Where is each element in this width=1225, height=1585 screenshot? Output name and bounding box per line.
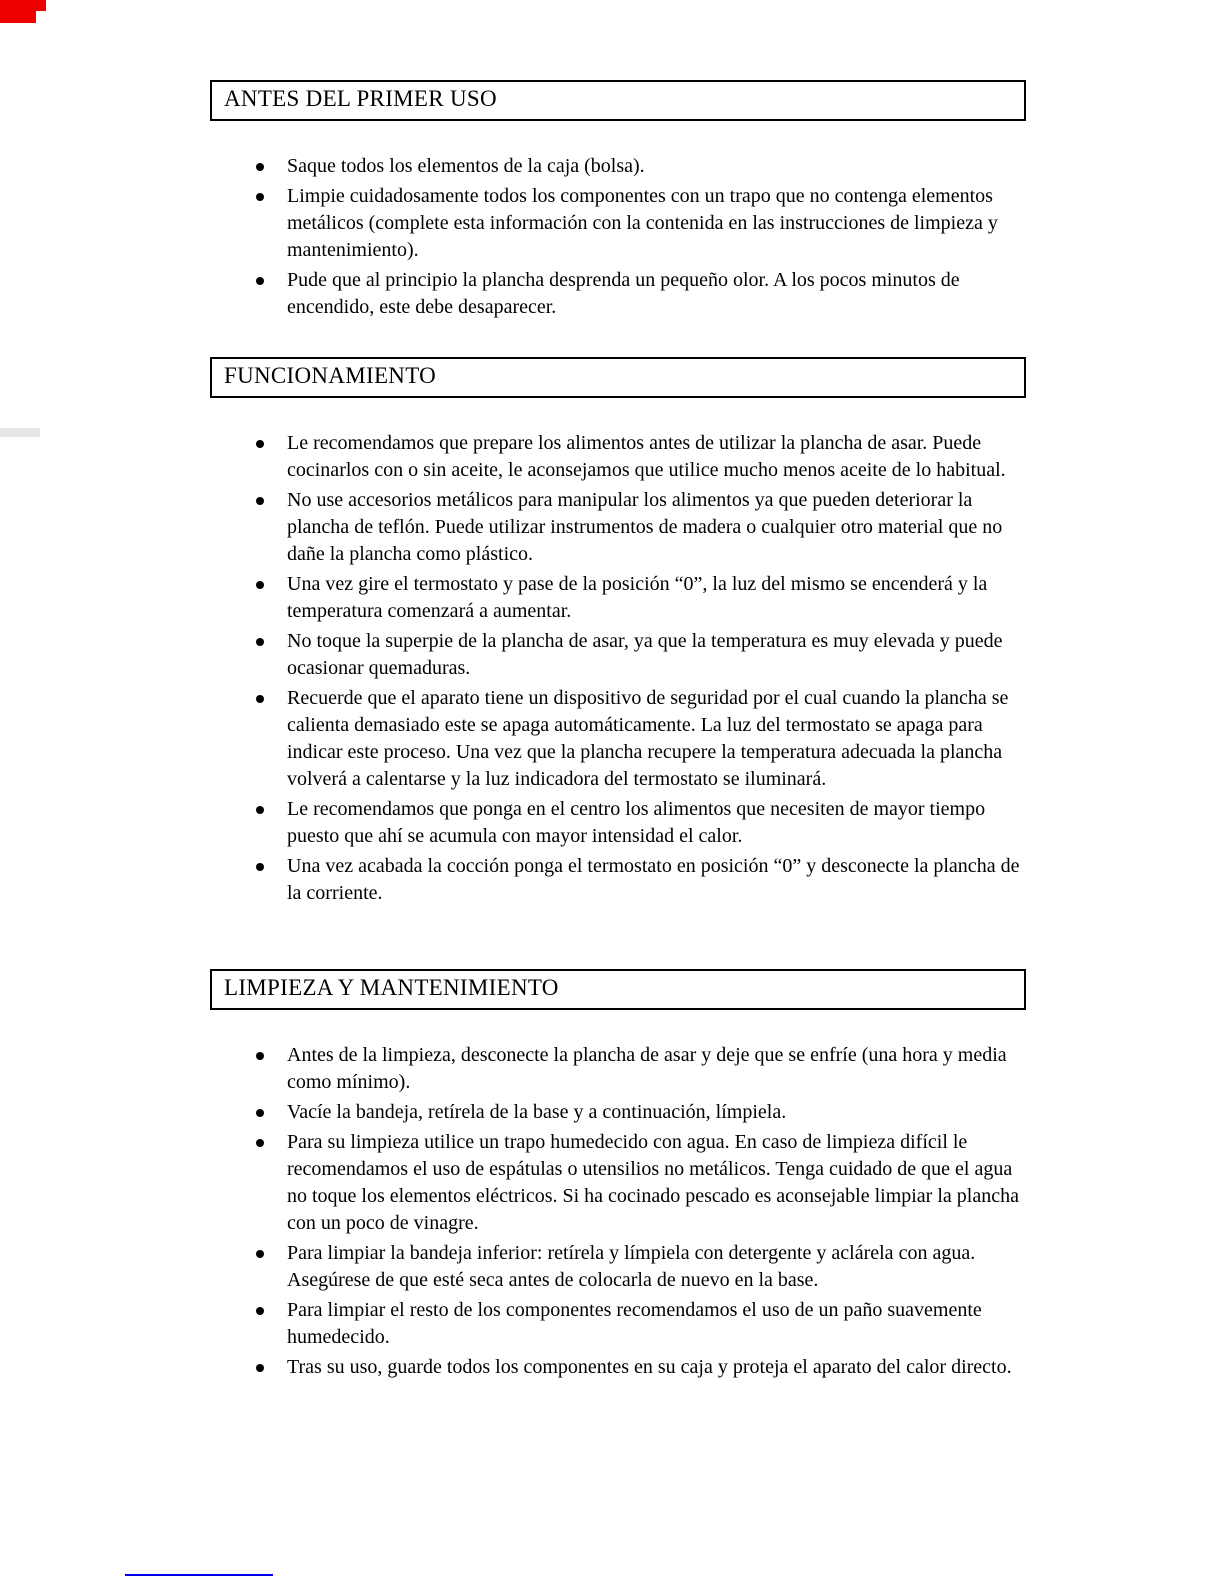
list-item: Le recomendamos que ponga en el centro los alimentos que necesiten de mayor tiempo puesto que ahí se acumula con mayor intensidad el calor.	[210, 796, 1026, 850]
bullet-list	[210, 153, 1026, 321]
scan-artifact-gray-edge-mark	[0, 428, 40, 437]
list-item: Le recomendamos que prepare los alimentos antes de utilizar la plancha de asar. Puede cocinarlos con o sin aceite, le aconsejamos que utilice mucho menos aceite de lo habitual.	[210, 430, 1026, 484]
section-funcionamiento	[210, 357, 1026, 907]
footer-hyperlink-underline[interactable]	[125, 1574, 273, 1576]
bullet-list	[210, 1042, 1026, 1381]
section-title: ANTES DEL PRIMER USO	[224, 86, 497, 111]
list-item: Para limpiar el resto de los componentes recomendamos el uso de un paño suavemente humedecido.	[210, 1297, 1026, 1351]
list-item: No toque la superpie de la plancha de asar, ya que la temperatura es muy elevada y puede ocasionar quemaduras.	[210, 628, 1026, 682]
list-item: Una vez acabada la cocción ponga el termostato en posición “0” y desconecte la plancha de la corriente.	[210, 853, 1026, 907]
list-item: Para su limpieza utilice un trapo humedecido con agua. En caso de limpieza difícil le recomendamos el uso de espátulas o utensilios no metálicos. Tenga cuidado de que el agua no toque los elementos eléctricos. Si ha cocinado pescado es aconsejable limpiar la plancha con un poco de vinagre.	[210, 1129, 1026, 1237]
list-item: Limpie cuidadosamente todos los componentes con un trapo que no contenga elementos metálicos (complete esta información con la contenida en las instrucciones de limpieza y mantenimiento).	[210, 183, 1026, 264]
section-antes-del-primer-uso	[210, 80, 1026, 321]
section-title: FUNCIONAMIENTO	[224, 363, 437, 388]
bullet-list	[210, 430, 1026, 907]
list-item: No use accesorios metálicos para manipular los alimentos ya que pueden deteriorar la plancha de teflón. Puede utilizar instrumentos de madera o cualquier otro material que no dañe la plancha como plástico.	[210, 487, 1026, 568]
section-title: LIMPIEZA Y MANTENIMIENTO	[224, 975, 559, 1000]
list-item: Una vez gire el termostato y pase de la posición “0”, la luz del mismo se encenderá y la temperatura comenzará a aumentar.	[210, 571, 1026, 625]
section-header-box	[210, 357, 1026, 398]
list-item: Saque todos los elementos de la caja (bolsa).	[210, 153, 1026, 180]
document-content	[210, 80, 1026, 1384]
list-item: Recuerde que el aparato tiene un dispositivo de seguridad por el cual cuando la plancha se calienta demasiado este se apaga automáticamente. La luz del termostato se apaga para indicar este proceso. Una vez que la plancha recupere la temperatura adecuada la plancha volverá a calentarse y la luz indicadora del termostato se iluminará.	[210, 685, 1026, 793]
list-item: Antes de la limpieza, desconecte la plancha de asar y deje que se enfríe (una hora y media como mínimo).	[210, 1042, 1026, 1096]
list-item: Tras su uso, guarde todos los componentes en su caja y proteja el aparato del calor directo.	[210, 1354, 1026, 1381]
section-limpieza-y-mantenimiento	[210, 969, 1026, 1381]
scan-artifact-red-mark-top	[0, 0, 46, 11]
scan-artifact-red-mark-bottom	[0, 11, 36, 23]
list-item: Pude que al principio la plancha desprenda un pequeño olor. A los pocos minutos de encendido, este debe desaparecer.	[210, 267, 1026, 321]
list-item: Para limpiar la bandeja inferior: retírela y límpiela con detergente y aclárela con agua. Asegúrese de que esté seca antes de colocarla de nuevo en la base.	[210, 1240, 1026, 1294]
section-header-box	[210, 80, 1026, 121]
section-header-box	[210, 969, 1026, 1010]
list-item: Vacíe la bandeja, retírela de la base y a continuación, límpiela.	[210, 1099, 1026, 1126]
